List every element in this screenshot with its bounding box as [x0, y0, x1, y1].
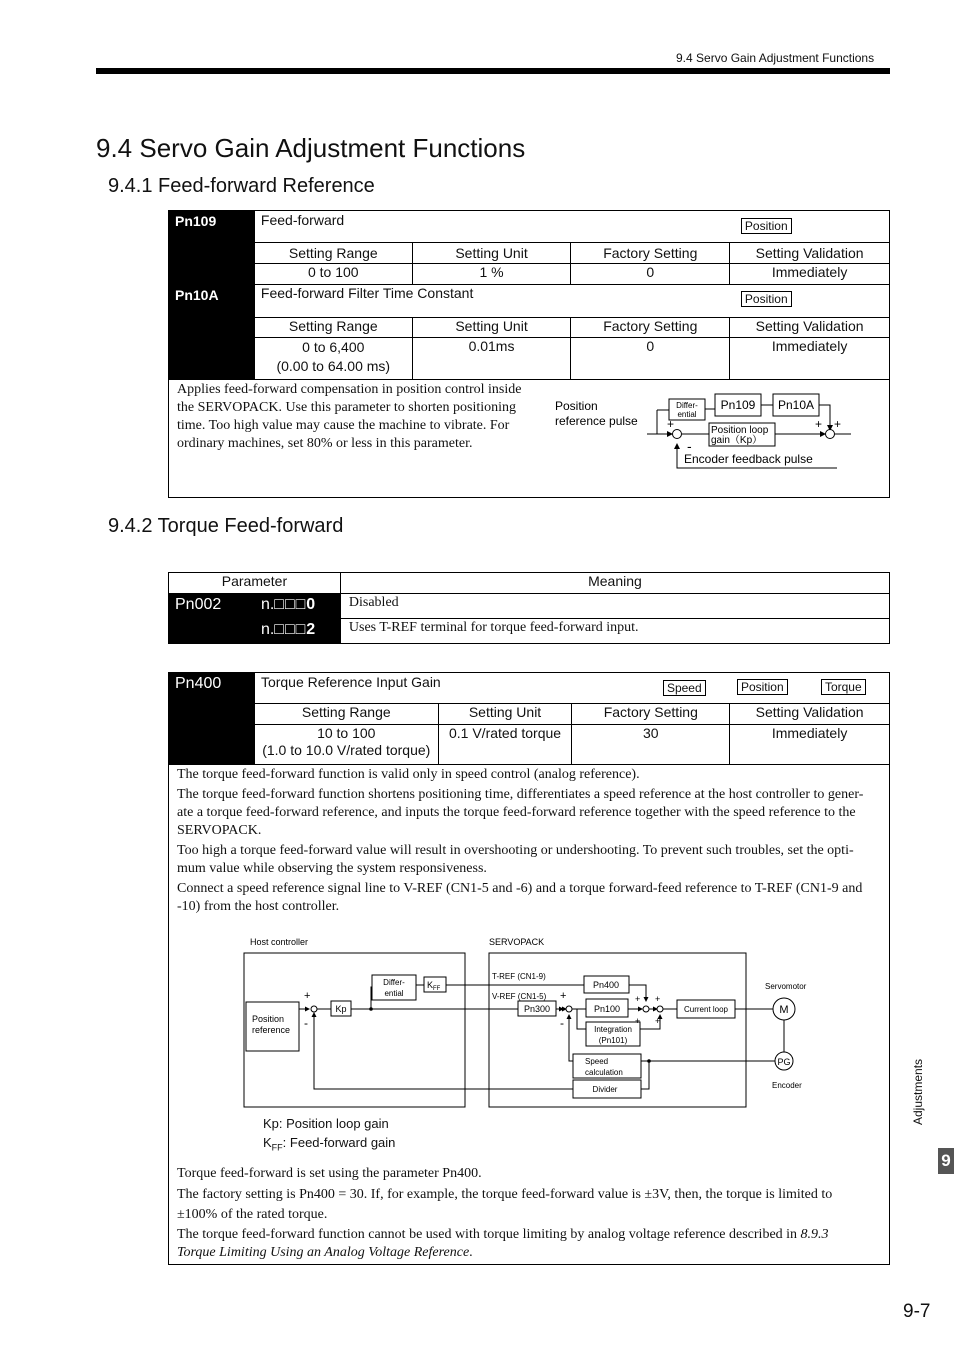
- note-text: .: [469, 1245, 473, 1260]
- pn400-code: Pn400: [169, 673, 255, 765]
- pn109-factory: 0: [571, 264, 730, 285]
- kff-legend: [263, 1133, 395, 1158]
- note-line: Torque feed-forward is set using the parameter Pn400.: [177, 1166, 482, 1181]
- t-ref-label: T-REF (CN1-9): [492, 972, 546, 981]
- differential-label: Differ-: [676, 401, 698, 410]
- digit-placeholder-boxes: □□□: [274, 596, 307, 613]
- pn400-range-voltage: (1.0 to 10.0 V/rated torque): [262, 742, 431, 758]
- pn10a-header-unit: Setting Unit: [412, 318, 571, 338]
- summing-junction: [311, 1006, 317, 1012]
- servomotor-label: Servomotor: [765, 982, 807, 991]
- pn10a-block-label: Pn10A: [777, 398, 815, 412]
- setting-digit: 2: [306, 621, 316, 638]
- ff-desc-line: time. Too high value may cause the machine to vibrate. For: [177, 418, 510, 433]
- position-reference-pulse-label: reference pulse: [555, 414, 638, 428]
- torque-feed-forward-notes: [177, 1164, 889, 1262]
- integration-label: (Pn101): [598, 1036, 628, 1045]
- kff-legend-subscript: FF: [271, 1142, 283, 1153]
- digit-placeholder-boxes: □□□: [274, 621, 307, 638]
- speed-calculation-label: calculation: [585, 1068, 623, 1077]
- pn109-range: 0 to 100: [254, 264, 412, 285]
- pn400-torque-tag: Torque: [821, 679, 866, 695]
- chapter-tab: 9: [938, 1148, 954, 1174]
- encoder-label: Encoder: [772, 1081, 802, 1090]
- feed-forward-description-cell: [169, 380, 890, 498]
- pn10a-code: Pn10A: [169, 285, 255, 380]
- setting-prefix: n.: [260, 596, 275, 613]
- wire: [577, 1009, 586, 1029]
- pn002-setting-0: [254, 594, 340, 619]
- pn400-range: 10 to 100: [317, 725, 376, 741]
- plus-sign: +: [635, 994, 641, 1004]
- torque-feed-forward-description-cell: [169, 765, 890, 1265]
- plus-sign: +: [635, 1016, 641, 1026]
- pn10a-validation: Immediately: [730, 338, 890, 380]
- plus-sign: +: [560, 990, 567, 1002]
- minus-sign: -: [687, 438, 692, 454]
- pn109-title-cell: [254, 211, 889, 243]
- pn400-header-range: Setting Range: [254, 704, 438, 725]
- feedback-wire: [314, 1013, 573, 1089]
- pn10a-header-validation: Setting Validation: [730, 318, 890, 338]
- position-loop-gain-label: Position loop: [711, 425, 769, 436]
- pn400-unit: 0.1 V/rated torque: [438, 725, 572, 765]
- pn002-parameter-table: [168, 572, 890, 644]
- pn400-title-cell: [254, 673, 889, 704]
- side-tab-label: Adjustments: [911, 1058, 925, 1125]
- ff-desc-line: Applies feed-forward compensation in position control inside: [177, 382, 522, 397]
- plus-sign: +: [667, 417, 675, 431]
- pn109-validation: Immediately: [730, 264, 890, 285]
- pn400-label: Pn400: [592, 980, 620, 990]
- note-line: ±100% of the rated torque.: [177, 1207, 328, 1222]
- pn109-header-validation: Setting Validation: [730, 243, 890, 264]
- kp-legend: Kp: Position loop gain: [263, 1116, 389, 1131]
- tff-paragraph: ate a torque feed-forward reference, and inputs the torque feed-forward reference together with the speed reference to the: [177, 805, 856, 820]
- torque-feed-forward-description: [177, 766, 887, 916]
- position-reference-label: Position: [252, 1014, 285, 1024]
- feedback-wire: [641, 1061, 649, 1089]
- pn400-header-validation: Setting Validation: [730, 704, 890, 725]
- pg-label: PG: [777, 1057, 791, 1067]
- header-meaning: Meaning: [340, 573, 889, 594]
- pn400-range-cell: [254, 725, 438, 765]
- running-header: 9.4 Servo Gain Adjustment Functions: [676, 51, 875, 65]
- plus-sign: +: [655, 994, 661, 1004]
- pn10a-range-cell: [254, 338, 412, 380]
- pn10a-range: 0 to 6,400: [302, 339, 365, 355]
- kp-label: Kp: [335, 1004, 347, 1014]
- servopack-label: SERVOPACK: [489, 937, 545, 947]
- pn109-position-tag: Position: [741, 218, 792, 234]
- motor-label: M: [779, 1004, 789, 1016]
- feed-forward-block-diagram: [553, 392, 853, 492]
- pn300-label: Pn300: [523, 1004, 551, 1014]
- cross-reference-link[interactable]: 8.9.3: [800, 1227, 829, 1242]
- feed-forward-parameter-table: [168, 210, 890, 498]
- subsection-title-torque-feed-forward: 9.4.2 Torque Feed-forward: [108, 515, 344, 537]
- position-reference-pulse-label: Position: [555, 399, 598, 413]
- differential-label: ential: [677, 410, 697, 419]
- summing-junction: [657, 1006, 663, 1012]
- summing-junction: [566, 1006, 572, 1012]
- note-line: [177, 1226, 889, 1262]
- tff-paragraph: The torque feed-forward function shortens positioning time, differentiates a speed reference at the host controller to gener-: [177, 787, 864, 802]
- pn109-header-unit: Setting Unit: [412, 243, 571, 264]
- pn109-header-factory: Factory Setting: [571, 243, 730, 264]
- wire: [569, 1015, 573, 1061]
- tff-paragraph: -10) from the host controller.: [177, 899, 340, 914]
- encoder-feedback-label: Encoder feedback pulse: [684, 452, 813, 466]
- pn10a-header-range: Setting Range: [254, 318, 412, 338]
- pn10a-unit: 0.01ms: [412, 338, 571, 380]
- pn002-meaning-0: Disabled: [340, 594, 889, 619]
- minus-sign: -: [304, 1016, 308, 1030]
- position-reference-label: reference: [252, 1025, 291, 1035]
- pn10a-range-ms: (0.00 to 64.00 ms): [276, 358, 391, 374]
- ff-desc-line: ordinary machines, set 80% or less in this parameter.: [177, 436, 473, 451]
- pn10a-header-factory: Factory Setting: [571, 318, 730, 338]
- kff-k: K: [427, 980, 434, 990]
- pn002-meaning-2: Uses T-REF terminal for torque feed-forward input.: [340, 619, 889, 644]
- plus-sign: +: [834, 417, 842, 431]
- summing-junction: [643, 1006, 649, 1012]
- pn400-header-unit: Setting Unit: [438, 704, 572, 725]
- pn109-header-range: Setting Range: [254, 243, 412, 264]
- kff-subscript: FF: [433, 986, 441, 992]
- pn400-factory: 30: [572, 725, 730, 765]
- differential-label: Differ-: [383, 978, 405, 987]
- plus-sign: +: [655, 1016, 661, 1026]
- host-controller-label: Host controller: [250, 937, 309, 947]
- pn002-code: Pn002: [169, 594, 255, 644]
- tff-paragraph: Too high a torque feed-forward value will result in overshooting or undershooting. To prevent such troubles, set the opti-: [177, 843, 854, 858]
- pn100-label: Pn100: [593, 1004, 621, 1014]
- pn10a-position-tag: Position: [741, 291, 792, 307]
- position-loop-gain-label: gain（Kp）: [711, 435, 763, 446]
- tff-paragraph: mum value while observing the system responsiveness.: [177, 861, 487, 876]
- page-number: 9-7: [903, 1301, 931, 1322]
- junction-dot: [647, 1059, 651, 1063]
- pn400-position-tag: Position: [737, 679, 788, 695]
- v-ref-label: V-REF (CN1-5): [492, 992, 547, 1001]
- setting-digit: 0: [306, 596, 316, 613]
- pn109-code: Pn109: [169, 211, 255, 285]
- cross-reference-link[interactable]: Torque Limiting Using an Analog Voltage Reference: [177, 1245, 470, 1260]
- tff-paragraph: Connect a speed reference signal line to V-REF (CN1-5 and -6) and a torque forward-feed reference to T-REF (CN1-9 and: [177, 881, 863, 896]
- differential-label: ential: [384, 989, 404, 998]
- pn400-name: Torque Reference Input Gain: [260, 674, 441, 690]
- pn400-header-factory: Factory Setting: [572, 704, 730, 725]
- diagram-legend: [263, 1114, 395, 1158]
- divider-label: Divider: [592, 1085, 618, 1094]
- pn400-speed-tag: Speed: [663, 680, 706, 696]
- current-loop-label: Current loop: [683, 1005, 729, 1014]
- integration-label: Integration: [594, 1025, 632, 1034]
- kff-legend-k: K: [263, 1135, 272, 1150]
- setting-prefix: n.: [260, 621, 275, 638]
- ff-desc-line: the SERVOPACK. Use this parameter to shorten positioning: [177, 400, 517, 415]
- pn002-setting-2: [254, 619, 340, 644]
- note-text: The torque feed-forward function cannot be used with torque limiting by analog voltage reference described in: [177, 1227, 798, 1242]
- note-line: The factory setting is Pn400 = 30. If, for example, the torque feed-forward value is ±3V, then, the torque is limited to: [177, 1187, 833, 1202]
- header-rule: [96, 68, 890, 74]
- pn109-name: Feed-forward: [260, 212, 345, 228]
- tff-paragraph: The torque feed-forward function is valid only in speed control (analog reference).: [177, 767, 640, 782]
- minus-sign: -: [560, 1016, 564, 1030]
- plus-sign: +: [304, 990, 311, 1002]
- pn400-validation: Immediately: [730, 725, 890, 765]
- junction-dot: [369, 1007, 373, 1011]
- header-parameter: Parameter: [169, 573, 341, 594]
- pn10a-name: Feed-forward Filter Time Constant: [260, 285, 474, 301]
- pn109-unit: 1 %: [412, 264, 571, 285]
- plus-sign: +: [815, 417, 823, 431]
- kff-legend-text: : Feed-forward gain: [282, 1135, 396, 1150]
- tff-paragraph: SERVOPACK.: [177, 823, 262, 838]
- pn10a-title-cell: [254, 285, 889, 318]
- speed-calculation-label: Speed: [585, 1057, 609, 1066]
- feed-forward-description: [177, 381, 521, 453]
- pn400-parameter-table: [168, 672, 890, 1265]
- pn10a-factory: 0: [571, 338, 730, 380]
- section-title: 9.4 Servo Gain Adjustment Functions: [96, 133, 526, 163]
- pn109-block-label: Pn109: [720, 398, 756, 412]
- subsection-title-feed-forward: 9.4.1 Feed-forward Reference: [108, 175, 375, 197]
